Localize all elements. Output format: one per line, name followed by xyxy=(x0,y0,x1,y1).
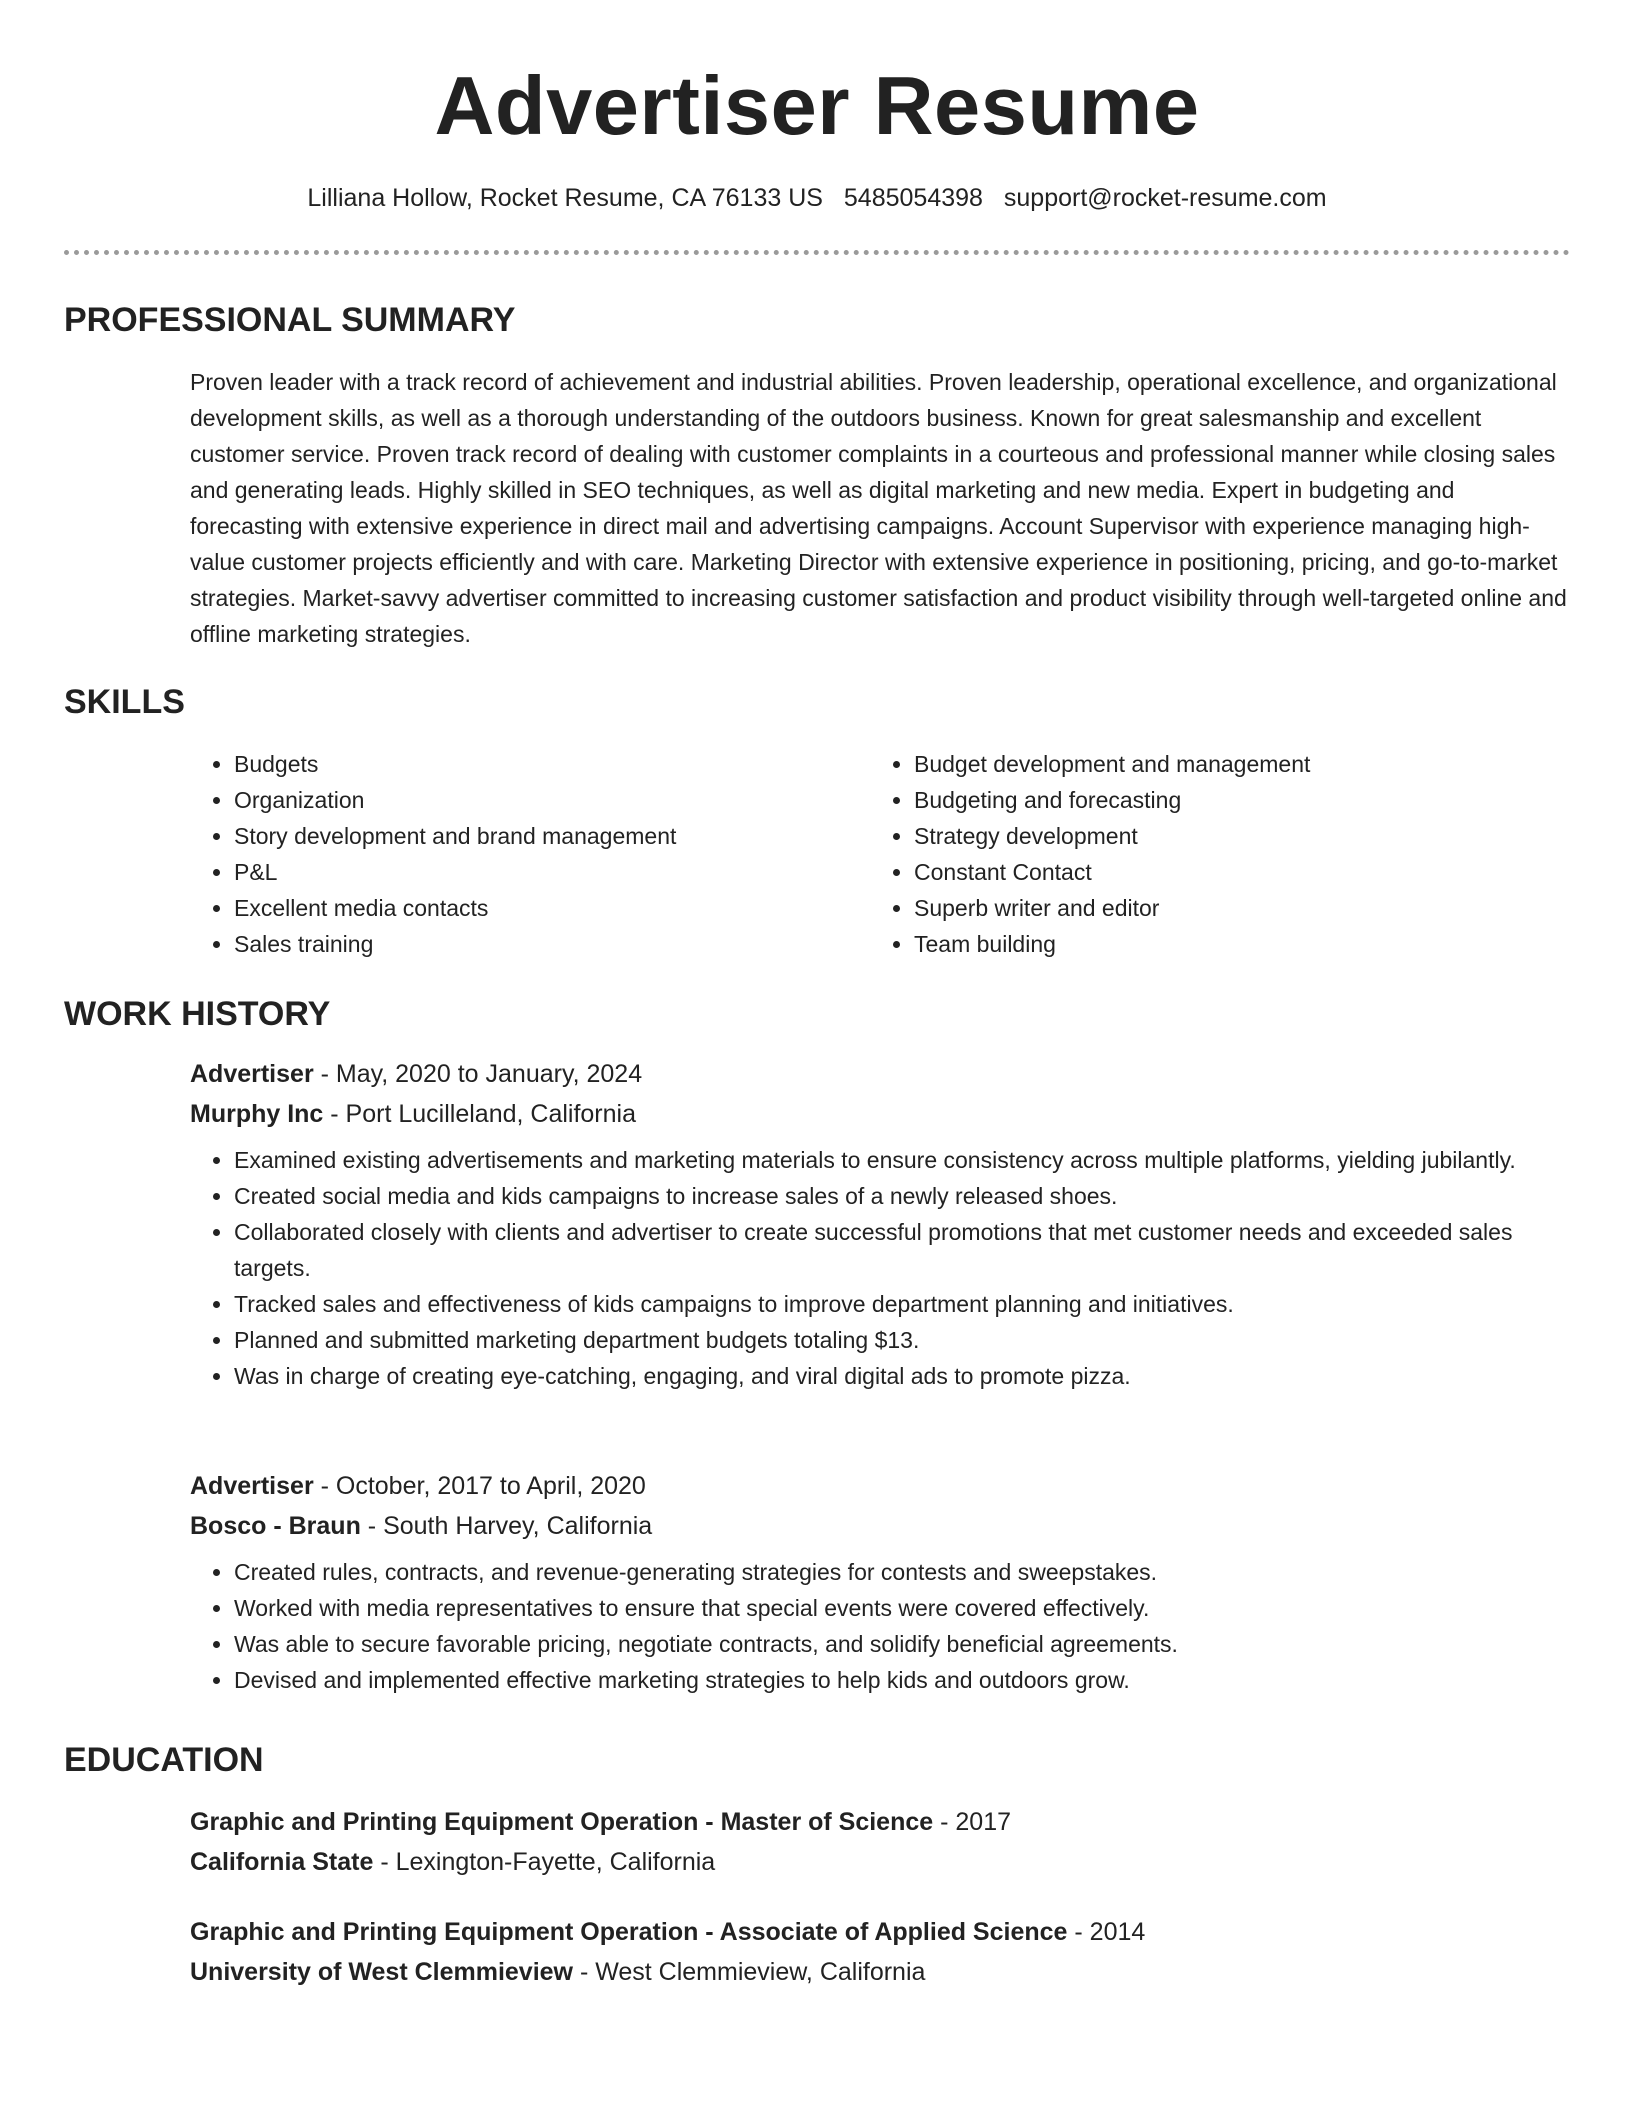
skill-item: • Story development and brand management xyxy=(234,818,870,854)
education-degree: Graphic and Printing Equipment Operation - Master of Science xyxy=(190,1808,934,1836)
education-location: - West Clemmieview, California xyxy=(573,1958,926,1986)
skills-column-right xyxy=(870,746,1550,962)
contact-phone: 5485054398 xyxy=(843,184,983,212)
work-heading: WORK HISTORY xyxy=(64,995,331,1033)
skill-item: • Budget development and management xyxy=(914,746,1550,782)
job-bullet: • Was in charge of creating eye-catching, engaging, and viral digital ads to promote pizza. xyxy=(234,1358,1570,1394)
education-entry xyxy=(190,1802,1570,1882)
job-bullet: • Was able to secure favorable pricing, negotiate contracts, and solidify beneficial agreements. xyxy=(234,1626,1570,1662)
contact-address: Lilliana Hollow, Rocket Resume, CA 76133 US xyxy=(307,184,823,212)
skill-item: • Superb writer and editor xyxy=(914,890,1550,926)
education-entry xyxy=(190,1912,1570,1992)
job-title-line xyxy=(190,1466,1570,1506)
job-bullet: • Planned and submitted marketing department budgets totaling $13. xyxy=(234,1322,1570,1358)
education-school: California State xyxy=(190,1848,374,1876)
job-bullet: • Examined existing advertisements and marketing materials to ensure consistency across multiple platforms, yielding jubilantly. xyxy=(234,1142,1570,1178)
skill-item: • Budgets xyxy=(234,746,870,782)
education-location: - Lexington-Fayette, California xyxy=(373,1848,716,1876)
job-bullet: • Created rules, contracts, and revenue-generating strategies for contests and sweepstakes. xyxy=(234,1554,1570,1590)
job-dates: - October, 2017 to April, 2020 xyxy=(313,1472,646,1500)
job-bullet: • Tracked sales and effectiveness of kids campaigns to improve department planning and initiatives. xyxy=(234,1286,1570,1322)
job-bullets xyxy=(190,1142,1570,1394)
job-company: Bosco - Braun xyxy=(190,1512,361,1540)
job-entry xyxy=(190,1054,1570,1394)
skill-item: • Organization xyxy=(234,782,870,818)
contact-line xyxy=(64,178,1570,218)
skill-item: • Excellent media contacts xyxy=(234,890,870,926)
education-year: - 2014 xyxy=(1067,1918,1146,1946)
job-entry xyxy=(190,1466,1570,1698)
skills-column-left xyxy=(190,746,870,962)
education-school: University of West Clemmieview xyxy=(190,1958,574,1986)
education-degree-line xyxy=(190,1912,1570,1952)
skill-item: • Constant Contact xyxy=(914,854,1550,890)
summary-heading: PROFESSIONAL SUMMARY xyxy=(64,301,516,339)
skill-item: • P&L xyxy=(234,854,870,890)
header-divider xyxy=(64,250,1570,255)
job-title: Advertiser xyxy=(190,1472,314,1500)
resume-title: Advertiser Resume xyxy=(434,59,1200,152)
education-school-line xyxy=(190,1842,1570,1882)
job-bullet: • Worked with media representatives to ensure that special events were covered effectively. xyxy=(234,1590,1570,1626)
education-year: - 2017 xyxy=(933,1808,1012,1836)
education-school-line xyxy=(190,1952,1570,1992)
skill-item: • Sales training xyxy=(234,926,870,962)
job-company: Murphy Inc xyxy=(190,1100,324,1128)
job-title: Advertiser xyxy=(190,1060,314,1088)
job-dates: - May, 2020 to January, 2024 xyxy=(313,1060,643,1088)
job-company-line xyxy=(190,1094,1570,1134)
education-degree: Graphic and Printing Equipment Operation - Associate of Applied Science xyxy=(190,1918,1068,1946)
education-degree-line xyxy=(190,1802,1570,1842)
job-bullet: • Devised and implemented effective marketing strategies to help kids and outdoors grow. xyxy=(234,1662,1570,1698)
job-company-line xyxy=(190,1506,1570,1546)
summary-text: Proven leader with a track record of achievement and industrial abilities. Proven leadership, operational excellence, and organizational development skills, as well as a thorough understanding of the outdoors business. Known for great salesmanship and excellent customer service. Proven track record of dealing with customer complaints in a courteous and professional manner while closing sales and generating leads. Highly skilled in SEO techniques, as well as digital marketing and new media. Expert in budgeting and forecasting with extensive experience in direct mail and advertising campaigns. Account Supervisor with experience managing high-value customer projects efficiently and with care. Marketing Director with extensive experience in positioning, pricing, and go-to-market strategies. Market-savvy advertiser committed to increasing customer satisfaction and product visibility through well-targeted online and offline marketing strategies. xyxy=(190,369,1567,647)
job-bullet: • Created social media and kids campaigns to increase sales of a newly released shoes. xyxy=(234,1178,1570,1214)
education-heading: EDUCATION xyxy=(64,1741,264,1779)
skill-item: • Budgeting and forecasting xyxy=(914,782,1550,818)
job-bullets xyxy=(190,1554,1570,1698)
skills-heading: SKILLS xyxy=(64,683,185,721)
job-location: - South Harvey, California xyxy=(360,1512,653,1540)
job-title-line xyxy=(190,1054,1570,1094)
skill-item: • Strategy development xyxy=(914,818,1550,854)
skills-list xyxy=(190,746,1570,962)
skill-item: • Team building xyxy=(914,926,1550,962)
job-bullet: • Collaborated closely with clients and advertiser to create successful promotions that met customer needs and exceeded sales targets. xyxy=(234,1214,1570,1286)
job-location: - Port Lucilleland, California xyxy=(323,1100,636,1128)
contact-email: support@rocket-resume.com xyxy=(1003,184,1327,212)
